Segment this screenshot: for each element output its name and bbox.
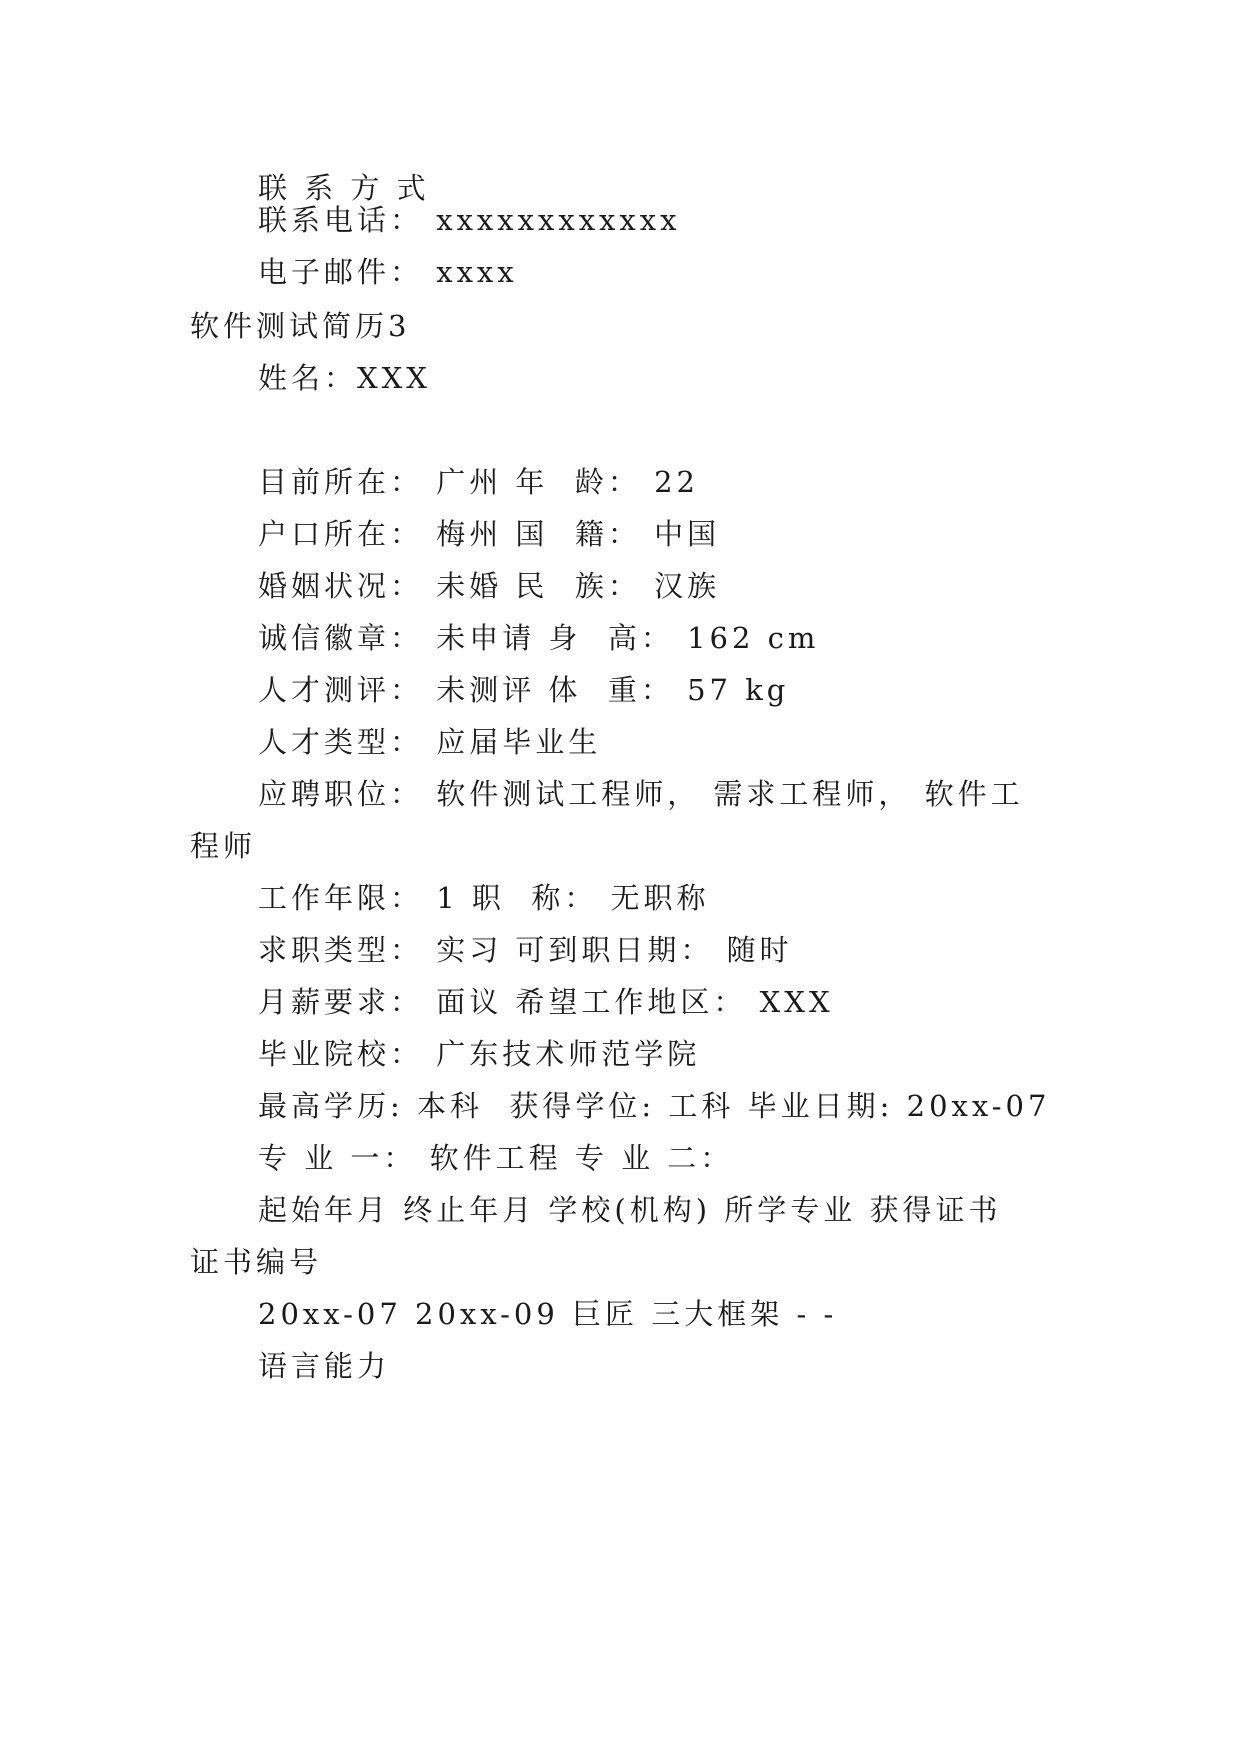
assessment-weight-line: 人才测评： 未测评 体 重： 57 kg	[258, 673, 790, 707]
education-table-header: 起始年月 终止年月 学校(机构) 所学专业 获得证书	[258, 1193, 1002, 1227]
talent-type-line: 人才类型： 应届毕业生	[258, 725, 602, 759]
applied-position-continuation: 程师	[190, 829, 257, 863]
household-nationality-line: 户口所在： 梅州 国 籍： 中国	[258, 517, 721, 551]
language-section-heading: 语言能力	[258, 1349, 391, 1383]
applied-position-line: 应聘职位： 软件测试工程师， 需求工程师， 软件工	[258, 777, 1024, 811]
resume-title: 软件测试简历3	[190, 309, 411, 343]
school-line: 毕业院校： 广东技术师范学院	[258, 1037, 701, 1071]
education-table-header-continuation: 证书编号	[190, 1245, 323, 1279]
marital-ethnicity-line: 婚姻状况： 未婚 民 族： 汉族	[258, 569, 721, 603]
contact-phone: 联系电话： xxxxxxxxxxxx	[258, 203, 681, 237]
badge-height-line: 诚信徽章： 未申请 身 高： 162 cm	[258, 621, 820, 655]
major-line: 专 业 一： 软件工程 专 业 二：	[258, 1141, 734, 1175]
salary-location-line: 月薪要求： 面议 希望工作地区： XXX	[258, 985, 834, 1019]
name-line: 姓名：XXX	[258, 361, 431, 395]
contact-email: 电子邮件： xxxx	[258, 255, 518, 289]
location-age-line: 目前所在： 广州 年 龄： 22	[258, 465, 699, 499]
work-years-title-line: 工作年限： 1 职 称： 无职称	[258, 881, 710, 915]
contact-section-heading: 联 系 方 式	[258, 171, 430, 205]
job-type-availability-line: 求职类型： 实习 可到职日期： 随时	[258, 933, 793, 967]
education-degree-line: 最高学历: 本科 获得学位: 工科 毕业日期: 20xx-07	[258, 1089, 1051, 1123]
education-record-row: 20xx-07 20xx-09 巨匠 三大框架 - -	[258, 1297, 838, 1331]
